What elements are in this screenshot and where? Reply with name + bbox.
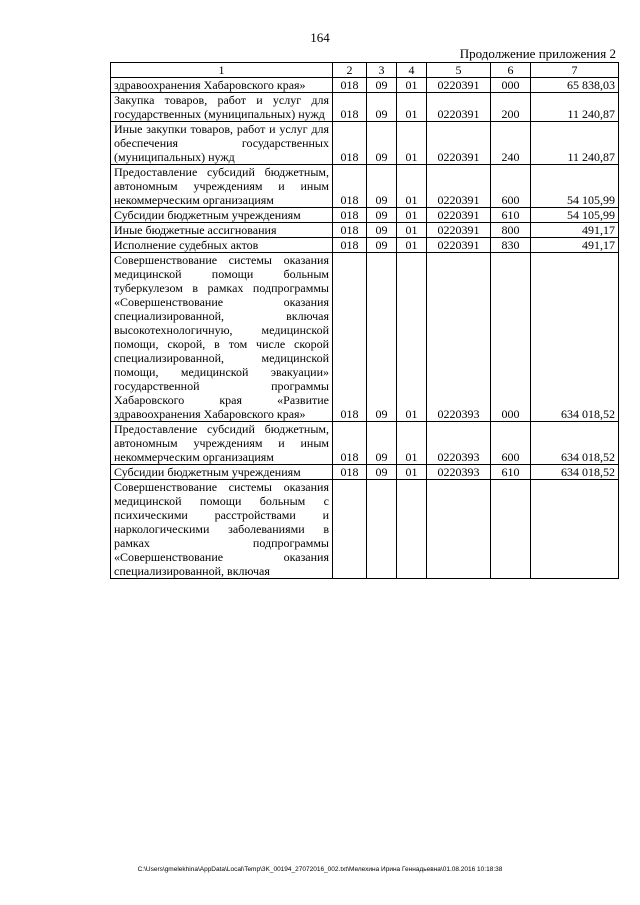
row-code-5: 0220393: [427, 422, 491, 465]
file-path-footer: C:\Users\gmelekhina\AppData\Local\Temp\3K_00194_27072016_002.txt\Мелехина Ирина Геннадьевна\01.08.2016 10:18:38: [137, 866, 503, 873]
column-header: 1: [111, 63, 333, 78]
row-sum: 11 240,87: [531, 93, 619, 122]
row-code-2: 018: [333, 122, 367, 165]
row-name: Предоставление субсидий бюджетным, автономным учреждениям и иным некоммерческим организациям: [111, 422, 333, 465]
row-name: Предоставление субсидий бюджетным, автономным учреждениям и иным некоммерческим организациям: [111, 165, 333, 208]
table-row: [111, 78, 619, 93]
row-code-3: 09: [367, 422, 397, 465]
row-name: Совершенствование системы оказания медицинской помощи больным туберкулезом в рамках подпрограммы «Совершенствование оказания специализированной, включая высокотехнологичную, медицинской помощи, скорой, в том числе скорой специализированной, медицинской помощи, медицинской эвакуации» государственной программы Хабаровского края «Развитие здравоохранения Хабаровского края»: [111, 253, 333, 422]
row-name: Иные закупки товаров, работ и услуг для обеспечения государственных (муниципальных) нужд: [111, 122, 333, 165]
table-row: [111, 208, 619, 223]
row-code-3: 09: [367, 93, 397, 122]
row-code-3: 09: [367, 253, 397, 422]
column-header: 6: [491, 63, 531, 78]
table-header-row: [111, 63, 619, 78]
row-code-5: 0220391: [427, 122, 491, 165]
row-code-3: 09: [367, 223, 397, 238]
row-code-6: 600: [491, 165, 531, 208]
row-code-4: 01: [397, 238, 427, 253]
table-row: [111, 93, 619, 122]
row-code-3: 09: [367, 78, 397, 93]
row-name: Совершенствование системы оказания медицинской помощи больным с психическими расстройствами и наркологическими заболеваниями в рамках подпрограммы «Совершенствование оказания специализированной, включая: [111, 480, 333, 579]
budget-table: [110, 62, 619, 579]
row-code-4: 01: [397, 253, 427, 422]
row-code-5: 0220391: [427, 223, 491, 238]
row-code-5: 0220393: [427, 465, 491, 480]
row-code-6: 240: [491, 122, 531, 165]
table-row: [111, 223, 619, 238]
row-code-3: 09: [367, 122, 397, 165]
row-sum: 634 018,52: [531, 465, 619, 480]
row-sum: 634 018,52: [531, 253, 619, 422]
row-name: Субсидии бюджетным учреждениям: [111, 465, 333, 480]
row-code-6: 830: [491, 238, 531, 253]
row-code-6: 200: [491, 93, 531, 122]
page-number: 164: [310, 30, 330, 45]
row-code-5: 0220391: [427, 165, 491, 208]
row-name: Исполнение судебных актов: [111, 238, 333, 253]
column-header: 5: [427, 63, 491, 78]
row-code-5: 0220391: [427, 93, 491, 122]
row-code-4: 01: [397, 208, 427, 223]
table-row: [111, 122, 619, 165]
row-sum: 54 105,99: [531, 165, 619, 208]
row-code-4: [397, 480, 427, 579]
row-code-3: 09: [367, 238, 397, 253]
row-code-2: 018: [333, 238, 367, 253]
column-header: 2: [333, 63, 367, 78]
row-name: Субсидии бюджетным учреждениям: [111, 208, 333, 223]
row-code-6: 610: [491, 208, 531, 223]
row-name: Закупка товаров, работ и услуг для государственных (муниципальных) нужд: [111, 93, 333, 122]
row-code-5: 0220391: [427, 208, 491, 223]
row-code-2: 018: [333, 93, 367, 122]
row-code-2: 018: [333, 465, 367, 480]
row-code-6: 800: [491, 223, 531, 238]
row-code-5: 0220391: [427, 238, 491, 253]
table-row: [111, 165, 619, 208]
row-code-6: 000: [491, 78, 531, 93]
column-header: 4: [397, 63, 427, 78]
row-sum: 491,17: [531, 223, 619, 238]
row-sum: 54 105,99: [531, 208, 619, 223]
table-row: [111, 422, 619, 465]
row-code-6: 000: [491, 253, 531, 422]
row-code-2: 018: [333, 253, 367, 422]
row-code-3: 09: [367, 165, 397, 208]
row-code-6: [491, 480, 531, 579]
row-code-6: 600: [491, 422, 531, 465]
row-sum: 11 240,87: [531, 122, 619, 165]
row-code-5: 0220393: [427, 253, 491, 422]
row-code-2: 018: [333, 165, 367, 208]
row-code-4: 01: [397, 465, 427, 480]
row-code-3: 09: [367, 465, 397, 480]
column-header: 7: [531, 63, 619, 78]
row-name: Иные бюджетные ассигнования: [111, 223, 333, 238]
row-code-2: 018: [333, 208, 367, 223]
row-code-6: 610: [491, 465, 531, 480]
row-code-2: 018: [333, 78, 367, 93]
column-header: 3: [367, 63, 397, 78]
row-code-4: 01: [397, 223, 427, 238]
row-code-5: [427, 480, 491, 579]
row-sum: [531, 480, 619, 579]
row-code-2: [333, 480, 367, 579]
row-code-4: 01: [397, 93, 427, 122]
row-name: здравоохранения Хабаровского края»: [111, 78, 333, 93]
row-code-4: 01: [397, 422, 427, 465]
row-code-2: 018: [333, 223, 367, 238]
row-code-3: [367, 480, 397, 579]
table-row: [111, 253, 619, 422]
table-row: [111, 238, 619, 253]
table-row: [111, 480, 619, 579]
row-sum: 65 838,03: [531, 78, 619, 93]
table-row: [111, 465, 619, 480]
row-code-5: 0220391: [427, 78, 491, 93]
row-code-2: 018: [333, 422, 367, 465]
row-code-4: 01: [397, 122, 427, 165]
continuation-label: Продолжение приложения 2: [459, 46, 616, 61]
row-code-4: 01: [397, 78, 427, 93]
row-sum: 634 018,52: [531, 422, 619, 465]
row-code-3: 09: [367, 208, 397, 223]
row-code-4: 01: [397, 165, 427, 208]
row-sum: 491,17: [531, 238, 619, 253]
